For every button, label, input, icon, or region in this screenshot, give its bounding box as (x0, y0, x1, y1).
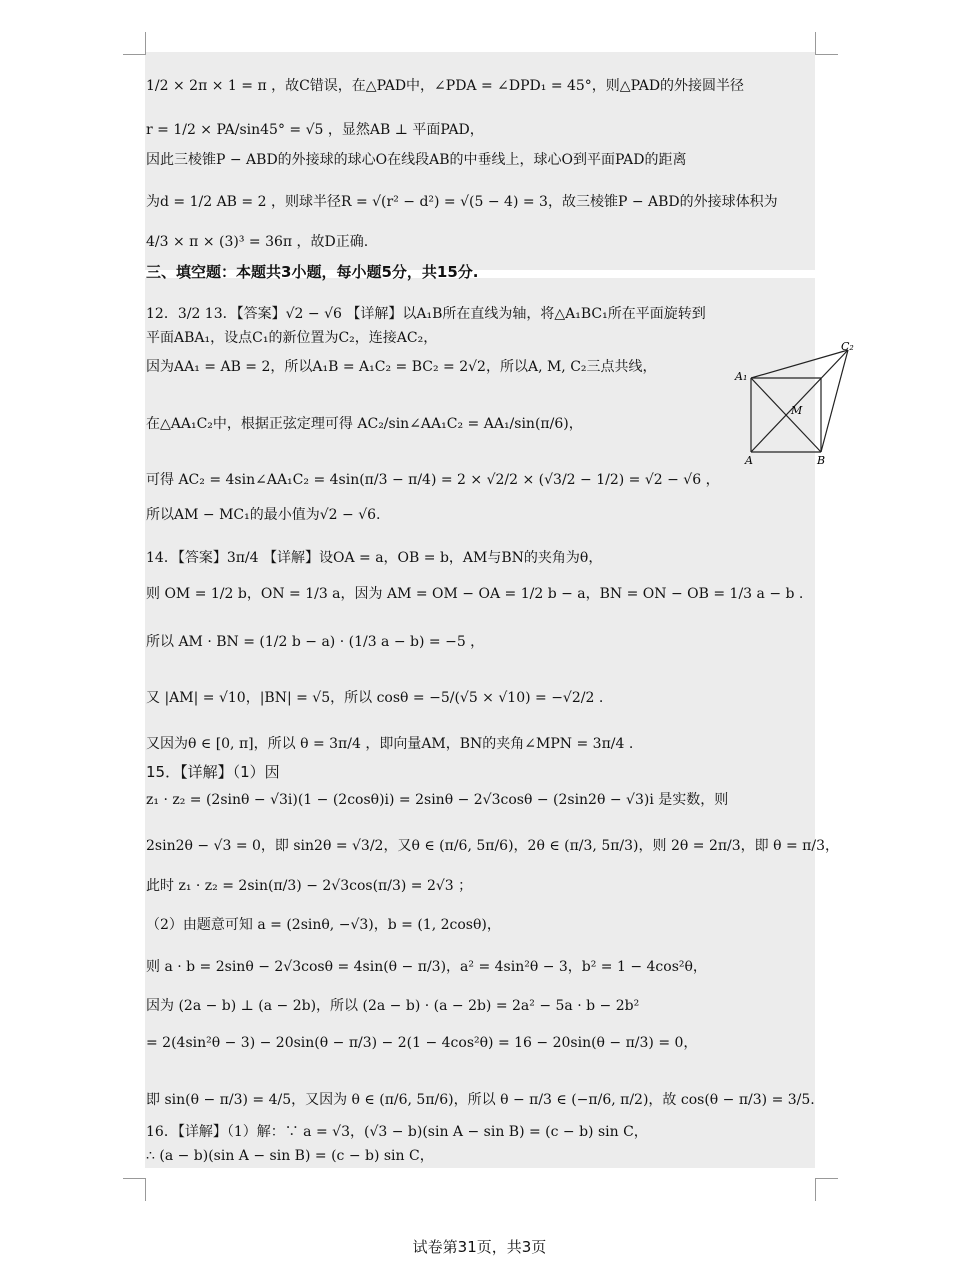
page-footer: 试卷第31页，共3页 (412, 1238, 547, 1256)
solution-line: 16．【详解】（1）解：∵ a = √3，(√3 − b)(sin A − sin B) = (c − b) sin C， (146, 1124, 648, 1140)
solution-line: 2sin2θ − √3 = 0，即 sin2θ = √3/2，又θ ∈ (π/6, 5π/6)，2θ ∈ (π/3, 5π/3)，则 2θ = 2π/3，即 θ = π/3， (146, 838, 840, 854)
solution-line: 为d = 1/2 AB = 2 ，则球半径R = √(r² − d²) = √(5 − 4) = 3，故三棱锥P − ABD的外接球体积为 (146, 194, 778, 210)
crop-mark (815, 1178, 838, 1201)
label-b: B (817, 454, 826, 465)
solution-line: 因为 (2a − b) ⊥ (a − 2b)，所以 (2a − b) · (a − 2b) = 2a² − 5a · b − 2b² (146, 998, 640, 1014)
crop-mark (815, 32, 838, 55)
solution-line: 所以AM − MC₁的最小值为√2 − √6. (146, 507, 381, 523)
solution-line: 因此三棱锥P − ABD的外接球的球心O在线段AB的中垂线上，球心O到平面PAD的距离 (146, 152, 687, 168)
solution-line: 此时 z₁ · z₂ = 2sin(π/3) − 2√3cos(π/3) = 2√3 ； (146, 878, 473, 894)
solution-line: r = 1/2 × PA/sin45° = √5 ，显然AB ⊥ 平面PAD， (146, 122, 484, 138)
geometry-figure (733, 340, 863, 465)
solution-line: 4/3 × π × (3)³ = 36π ，故D正确. (146, 234, 369, 250)
solution-line: 又因为θ ∈ [0, π]，所以 θ = 3π/4 ，即向量AM，BN的夹角∠MPN = 3π/4 . (146, 736, 634, 752)
solution-line: 12．3/2 13．【答案】√2 − √6 【详解】以A₁B所在直线为轴，将△A₁BC₁所在平面旋转到 (146, 306, 706, 322)
solution-line: 所以 AM · BN = (1/2 b − a) · (1/3 a − b) = −5 ， (146, 634, 485, 650)
solution-line: （2）由题意可知 a = (2sinθ, −√3)，b = (1, 2cosθ)， (146, 917, 501, 933)
solution-line: z₁ · z₂ = (2sinθ − √3i)(1 − (2cosθ)i) = 2sinθ − 2√3cosθ − (2sin2θ − √3)i 是实数，则 (146, 792, 729, 808)
solution-line: 则 a · b = 2sinθ − 2√3cosθ = 4sin(θ − π/3)，a² = 4sin²θ − 3，b² = 1 − 4cos²θ， (146, 959, 707, 975)
solution-line: 平面ABA₁，设点C₁的新位置为C₂，连接AC₂， (146, 330, 438, 346)
solution-line: 又 |AM| = √10，|BN| = √5，所以 cosθ = −5/(√5 × √10) = −√2/2 . (146, 690, 604, 706)
crop-mark (123, 32, 146, 55)
section-heading: 三、填空题：本题共3小题，每小题5分，共15分. (146, 263, 479, 281)
solution-line: 15．【详解】（1）因 (146, 763, 280, 781)
crop-mark (123, 1178, 146, 1201)
solution-line: 可得 AC₂ = 4sin∠AA₁C₂ = 4sin(π/3 − π/4) = 2 × √2/2 × (√3/2 − 1/2) = √2 − √6 ， (146, 472, 720, 488)
solution-line: = 2(4sin²θ − 3) − 20sin(θ − π/3) − 2(1 − 4cos²θ) = 16 − 20sin(θ − π/3) = 0， (146, 1035, 698, 1051)
label-a1: A₁ (735, 370, 748, 383)
solution-line: 因为AA₁ = AB = 2，所以A₁B = A₁C₂ = BC₂ = 2√2，所以A, M, C₂三点共线， (146, 359, 657, 375)
solution-line: 14．【答案】3π/4 【详解】设OA = a，OB = b，AM与BN的夹角为θ， (146, 550, 603, 566)
label-m: M (791, 404, 803, 417)
label-c2: C₂ (841, 340, 854, 353)
solution-line: 即 sin(θ − π/3) = 4/5，又因为 θ ∈ (π/6, 5π/6)，所以 θ − π/3 ∈ (−π/6, π/2)，故 cos(θ − π/3) = 3/5. (146, 1092, 815, 1108)
label-a: A (745, 454, 753, 465)
solution-line: ∴ (a − b)(sin A − sin B) = (c − b) sin C， (146, 1148, 434, 1164)
solution-line: 在△AA₁C₂中，根据正弦定理可得 AC₂/sin∠AA₁C₂ = AA₁/sin(π/6)， (146, 416, 583, 432)
solution-line: 1/2 × 2π × 1 = π ，故C错误，在△PAD中，∠PDA = ∠DPD₁ = 45°，则△PAD的外接圆半径 (146, 78, 745, 94)
solution-line: 则 OM = 1/2 b，ON = 1/3 a，因为 AM = OM − OA = 1/2 b − a，BN = ON − OB = 1/3 a − b . (146, 586, 804, 602)
